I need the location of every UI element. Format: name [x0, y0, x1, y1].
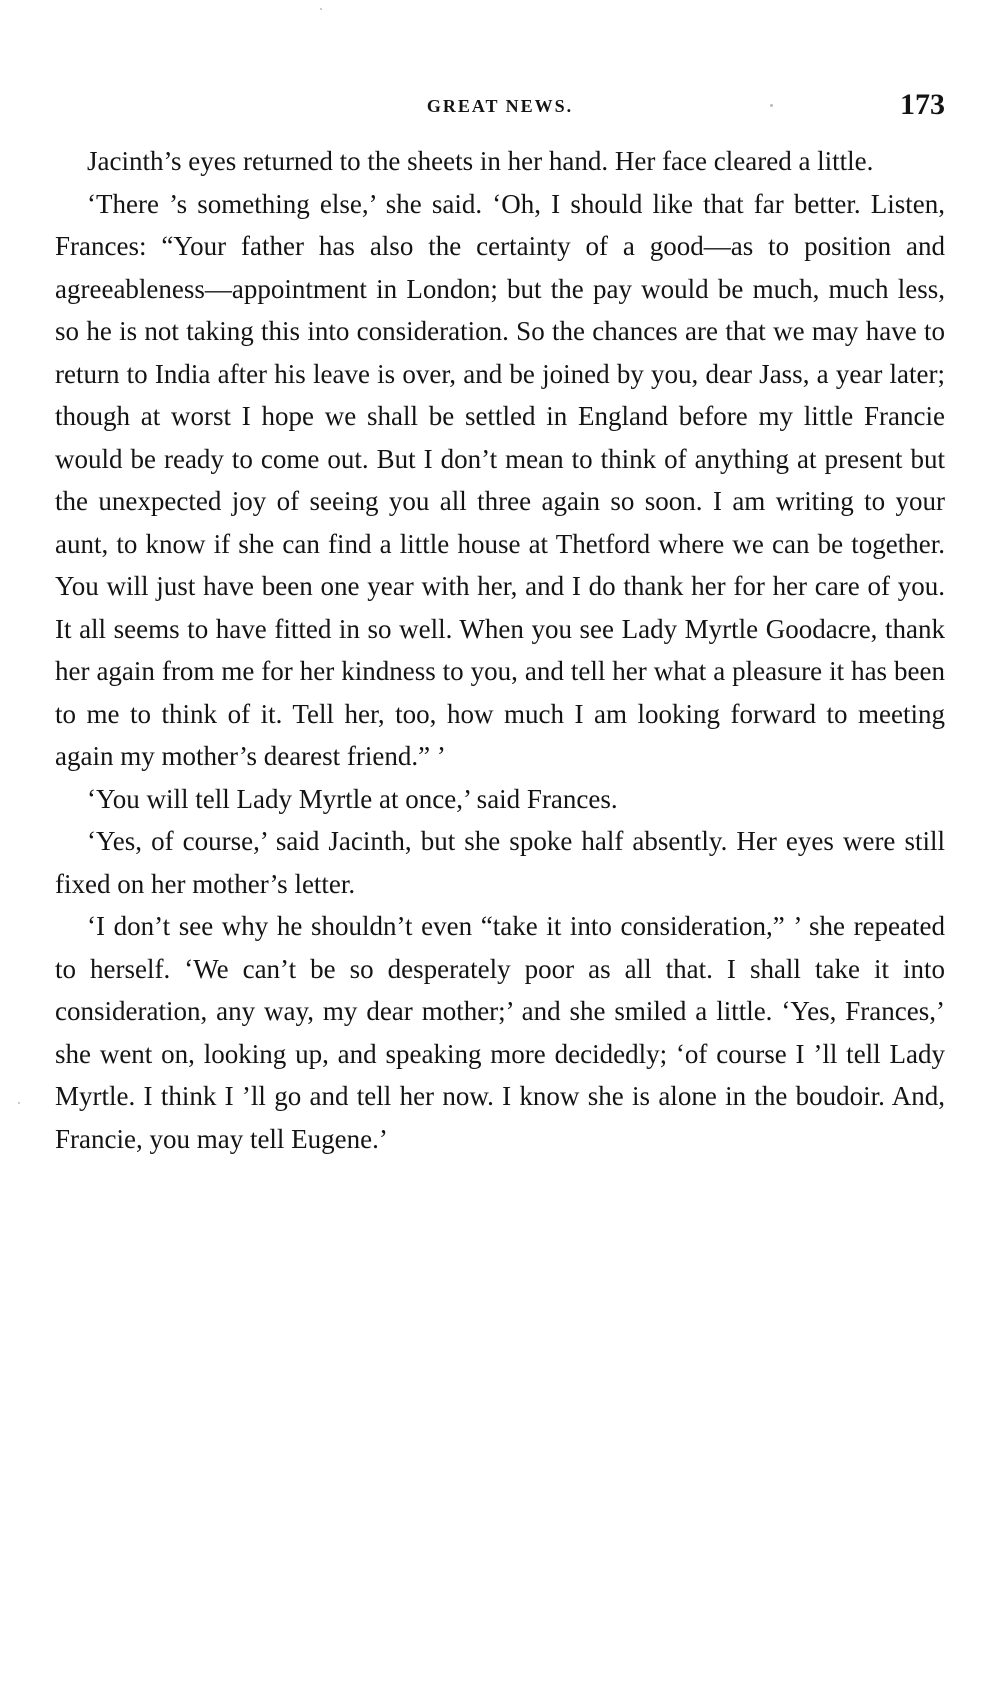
- body-text: [55, 140, 945, 1160]
- speck: [320, 8, 322, 10]
- paragraph: ‘Yes, of course,’ said Jacinth, but she spoke half absently. Her eyes were still fixed on her mother’s letter.: [55, 826, 945, 899]
- paragraph: ‘You will tell Lady Myrtle at once,’ said Frances.: [87, 783, 618, 814]
- speck: [18, 1102, 20, 1104]
- page-number: 173: [900, 88, 945, 121]
- paragraph: ‘There ’s something else,’ she said. ‘Oh, I should like that far better. Listen, Frances: “Your father has also the certainty of a good—as to position and agreeableness—appointment in London; but the pay would be much, much less, so he is not taking this into consideration. So the chances are that we may have to return to India after his leave is over, and be joined by you, dear Jass, a year later; though at worst I hope we shall be settled in England before my little Francie would be ready to come out. But I don’t mean to think of anything at present but the unexpected joy of seeing you all three again so soon. I am writing to your aunt, to know if she can find a little house at Thetford where we can be together. You will just have been one year with her, and I do thank her for her care of you. It all seems to have fitted in so well. When you see Lady Myrtle Goodacre, thank her again from me for her kindness to you, and tell her what a pleasure it has been to me to think of it. Tell her, too, how much I am looking forward to meeting again my mother’s dearest friend.” ’: [55, 188, 945, 771]
- paragraph: Jacinth’s eyes returned to the sheets in her hand. Her face cleared a little.: [87, 146, 874, 176]
- speck: [770, 104, 773, 107]
- running-title: GREAT NEWS.: [426, 96, 574, 116]
- paragraph: ‘I don’t see why he shouldn’t even “take it into consideration,” ’ she repeated to herself. ‘We can’t be so desperately poor as all that. I shall take it into consideration, any way, my dear mother;’ and she smiled a little. ‘Yes, Frances,’ she went on, looking up, and speaking more decidedly; ‘of course I ’ll tell Lady Myrtle. I think I ’ll go and tell her now. I know she is alone in the boudoir. And, Francie, you may tell Eugene.’: [55, 911, 945, 1154]
- running-head: [55, 88, 945, 128]
